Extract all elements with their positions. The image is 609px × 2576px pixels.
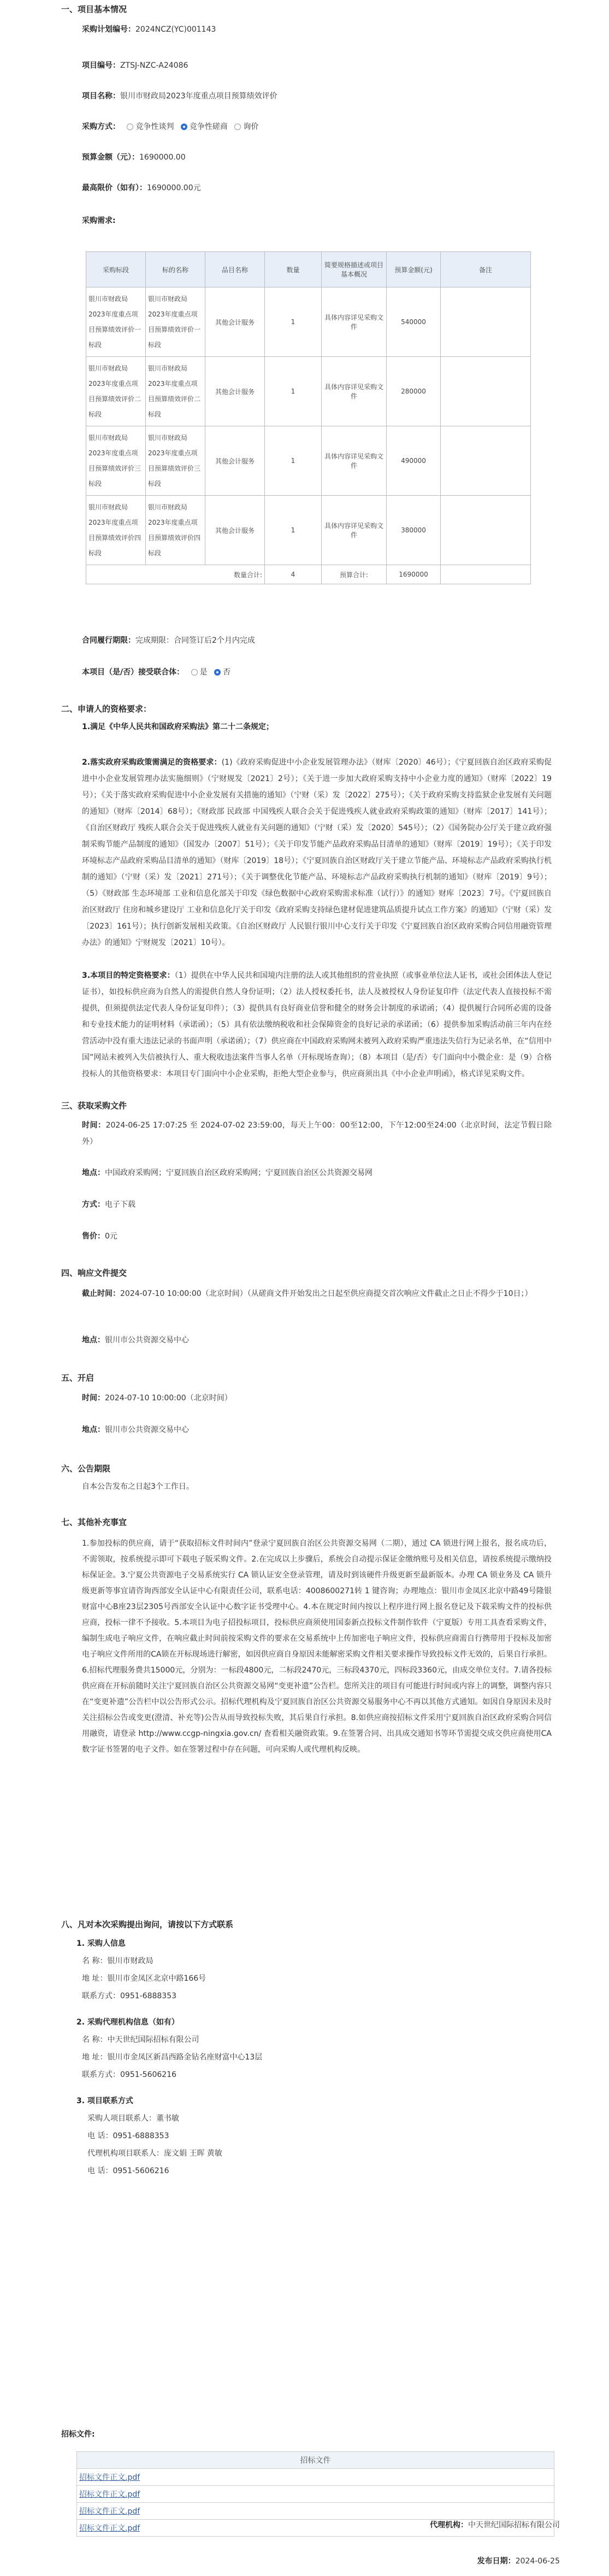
attachment-link[interactable]: 招标文件正文.pdf [79,2490,140,2499]
cell-lot: 银川市财政局2023年度重点项目预算绩效评价三标段 [86,426,146,496]
section-title-basic: 一、项目基本情况 [61,4,127,14]
submit-place: 银川市公共资源交易中心 [105,1336,189,1345]
obtain-time: 2024-06-25 17:07:25 至 2024-07-02 23:59:00，每天上午00：00至12:00，下午12:00至24:00（北京时间，法定节假日除外） [82,1121,552,1146]
purchaser-addr-row [82,1973,206,1984]
cell-amount: 280000 [387,357,441,426]
purchaser-tel-row [82,1991,176,2002]
purchaser-contact: 董书敏 [156,2114,179,2123]
attachment-row [77,2503,554,2520]
table-row [86,426,531,496]
other-matters-text: 1.参加投标的供应商，请于“获取招标文件时间内”登录宁夏回族自治区公共资源交易网（二期），通过 CA 锁进行网上报名，报名成功后，不需领取，按系统提示即可下载电子版采购文件。2.在完成以上步骤后，系统会自动提示保证金缴纳账号及相关信息，请按系统提示缴纳投标保证金。3.宁夏公共资源电子交易系统实行 CA 锁认证安全登录管理，请及时到该硬件升级更新至最新版本。办理 CA 锁业务及 CA 锁升级更新等事宜请咨询西部安全认证中心有限责任公司，联系电话：4008600271转 1 键咨询；办理地点：银川市金凤区北京中路49号隆银财富中心B座23层2305号西部安全认证中心数字证书受理中心。4.本在规定时间内按以上程序进行网上报名登记及下载采购文件的投标供应商，投标一律不予接收。5.本项目为电子招投标项目，投标供应商须使用国泰新点投标文件制作软件（宁夏版）专用工具查看采购文件，编制生成电子响应文件，在响应截止时间前按采购文件的要求在交易系统中上传加密电子响应文件，投标供应商需自行携带用于投标及加密电子响应文件所用的CA锁在开标现场进行解密，如因供应商自身原因未能解密采购文件相关要求操作导致投标文件无效的，后果自行承担。6.招标代理服务费共15000元，分别为：一标段4800元，二标段2470元，三标段4370元，四标段3360元，由成交单位支付。7.请各投标供应商在开标前随时关注宁夏回族自治区公共资源交易网“变更补遗”公告栏。您所关注的项目有可能进行时间或内容上的调整，调整内容只在“变更补遗”公告栏中以公告形式公示。招标代理机构及宁夏回族自治区公共资源交易服务中心不再以其他方式通知。如因自身原因未及时关注招标公告或变更(澄清、补充等)公告从而导致投标失败，其后果自行承担。8.如供应商按招标文件采用宁夏回族自治区政府采购合同信用融资，请登录 http://www.ccgp-ningxia.gov.cn/ 查看相关融资政策。9.在签署合同、出具成交通知书等环节需提交成交供应商使用CA数字证书签署的电子文件。 [82,1539,552,1754]
plan-number-row [82,24,216,35]
agency-contact-row [87,2148,222,2159]
project-number: ZTSJ-NZC-A24086 [120,61,188,70]
cell-qty: 1 [265,357,322,426]
attachment-link[interactable]: 招标文件正文.pdf [79,2507,140,2516]
cell-amount: 380000 [387,496,441,565]
agency-contact-label: 代理机构项目联系人： [87,2149,164,2158]
radio-yes[interactable] [191,669,198,676]
qualification-2-label: 2.落实政府采购政策需满足的资格要求： [82,758,222,767]
agency-heading: 2. 采购代理机构信息（如有） [76,2018,179,2027]
cell-lot: 银川市财政局2023年度重点项目预算绩效评价二标段 [86,357,146,426]
col-lot: 采购标段 [86,252,146,287]
opening-time-row [82,1393,232,1404]
agency-name-label: 名 称： [82,2035,108,2044]
col-amount: 预算金额(元) [387,252,441,287]
footer-agency-label: 代理机构： [430,2521,468,2530]
project-contact-heading: 3. 项目联系方式 [76,2097,133,2105]
consortium-row [82,667,230,678]
requirement-table [86,251,531,584]
cell-item: 其他会计服务 [205,496,265,565]
obtain-time-row [82,1117,552,1150]
purchaser-contact-tel: 0951-6888353 [113,2132,169,2140]
col-target: 标的名称 [146,252,205,287]
plan-number: 2024NCZ(YC)001143 [135,25,216,34]
cell-desc: 具体内容详见采购文件 [322,357,387,426]
qualification-3-label: 3.本项目的特定资格要求： [82,971,175,980]
cell-note [441,357,531,426]
agency-addr: 银川市金凤区新昌西路金钻名座财富中心13层 [107,2053,263,2062]
max-price: 1690000.00元 [147,184,201,192]
cell-note [441,287,531,357]
total-qty-label: 数量合计: [86,565,265,584]
col-item: 品目名称 [205,252,265,287]
purchaser-contact-tel-row [87,2131,169,2141]
section-title-submit: 四、响应文件提交 [61,1268,127,1278]
radio-no[interactable] [214,669,221,676]
radio-inquiry[interactable] [234,124,241,130]
section-title-period: 六、公告期限 [61,1464,111,1474]
purchaser-tel-label: 联系方式： [82,1992,120,2000]
cell-item: 其他会计服务 [205,357,265,426]
agency-tel-label: 联系方式： [82,2070,120,2079]
notice-period: 自本公告发布之日起3个工作日。 [82,1482,194,1491]
qualification-1: 1.满足《中华人民共和国政府采购法》第二十二条规定； [82,723,274,731]
agency-addr-row [82,2052,262,2063]
qualification-3-text: （1）提供在中华人民共和国境内注册的法人或其他组织的营业执照（或事业单位法人证书，或社会团体法人登记证书），如投标供应商为自然人的需提供自然人身份证明；（2）法人授权委托书，法人及被授权人身份证复印件（法定代表人直接投标不需提供，但须提供法定代表人身份证复印件）；（3）提供具有良好商业信誉和健全的财务会计制度的承诺函；（4）提供履行合同所必需的设备和专业技术能力的证明材料（承诺函）；（5）具有依法缴纳税收和社会保障资金的良好记录的承诺函；（6）提供参加采购活动前三年内在经营活动中没有重大违法记录的书面声明（承诺函）；（7）供应商在中国政府采购网未被列入政府采购严重违法失信行为记录名单，在“信用中国”网站未被列入失信被执行人、重大税收违法案件当事人名单（开标现场查询）；（8）本项目（是/否）专门面向中小微企业：是（9）合格投标人的其他资格要求：本项目专门面向中小企业采购，拒绝大型企业参与，供应商须出具《中小企业声明函》，格式详见采购文件。 [82,971,552,1078]
agency-tel-row [82,2069,176,2080]
obtain-way-row [82,1199,135,1210]
obtain-place-label: 地点： [82,1169,105,1177]
table-row [86,496,531,565]
cell-desc: 具体内容详见采购文件 [322,287,387,357]
cell-desc: 具体内容详见采购文件 [322,496,387,565]
footer-date-value: 2024-06-25 [515,2557,560,2566]
agency-contact-tel: 0951-5606216 [113,2167,169,2175]
agency-addr-label: 地 址： [82,2053,108,2062]
method-consultation: 竞争性磋商 [189,122,228,131]
method-negotiation: 竞争性谈判 [135,122,174,131]
contract-period-label: 合同履行期限： [82,636,135,645]
cell-target: 银川市财政局2023年度重点项目预算绩效评价二标段 [146,357,205,426]
cell-lot: 银川市财政局2023年度重点项目预算绩效评价四标段 [86,496,146,565]
purchaser-contact-row [87,2113,179,2124]
cell-qty: 1 [265,496,322,565]
cell-note [441,426,531,496]
submit-deadline: 2024-07-10 10:00:00（北京时间）（从磋商文件开始发出之日起至供应商提交首次响应文件截止之日止不得少于10日；） [120,1289,533,1298]
radio-negotiation[interactable] [127,124,133,130]
cell-desc: 具体内容详见采购文件 [322,426,387,496]
section-title-opening: 五、开启 [61,1373,94,1383]
cell-lot: 银川市财政局2023年度重点项目预算绩效评价一标段 [86,287,146,357]
cell-note [441,496,531,565]
submit-deadline-label: 截止时间： [82,1289,120,1298]
consortium-yes: 是 [199,668,208,677]
attachment-row [77,2486,554,2503]
section-title-other: 七、其他补充事宜 [61,1517,127,1527]
cell-item: 其他会计服务 [205,287,265,357]
col-desc: 简要规格描述或项目基本概况 [322,252,387,287]
requirement-row [82,215,116,226]
cell-target: 银川市财政局2023年度重点项目预算绩效评价一标段 [146,287,205,357]
project-name: 银川市财政局2023年度重点项目预算绩效评价 [120,92,277,101]
footer-date-label: 发布日期： [477,2557,516,2566]
requirement-label: 采购需求: [82,216,116,225]
obtain-time-label: 时间： [82,1121,106,1130]
project-name-label: 项目名称： [82,92,120,101]
max-price-label: 最高限价（如有）： [82,184,147,192]
submit-place-label: 地点： [82,1336,105,1345]
attachments-header: 招标文件 [77,2452,554,2469]
project-name-row [82,91,277,102]
method-row [82,121,258,132]
purchaser-addr-label: 地 址： [82,1974,108,1983]
purchaser-contact-tel-label: 电 话： [87,2132,113,2140]
purchaser-heading: 1. 采购人信息 [76,1939,126,1948]
contract-period-row [82,635,255,646]
budget-amount: 1690000.00 [139,153,186,162]
agency-contact: 庞文娟 王晖 黄敏 [164,2149,222,2158]
footer-date [477,2556,560,2567]
qualification-2 [82,754,552,951]
cell-target: 银川市财政局2023年度重点项目预算绩效评价三标段 [146,426,205,496]
purchaser-contact-label: 采购人项目联系人： [87,2114,156,2123]
cell-amount: 490000 [387,426,441,496]
attachment-link[interactable]: 招标文件正文.pdf [79,2473,140,2482]
other-matters [82,1536,552,1758]
table-row [86,287,531,357]
attachments-label: 招标文件: [61,2430,95,2439]
opening-time: 2024-07-10 10:00:00（北京时间） [105,1394,232,1403]
max-price-row [82,183,201,193]
opening-time-label: 时间： [82,1394,105,1403]
agency-contact-tel-row [87,2166,169,2176]
total-qty: 4 [265,565,322,584]
footer-agency [430,2520,560,2531]
cell-qty: 1 [265,426,322,496]
budget-row [82,152,186,163]
table-header-row [86,252,531,287]
contract-period: 完成期限：合同签订后2个月内完成 [135,636,255,645]
submit-deadline-row [82,1286,552,1302]
submit-place-row [82,1335,189,1346]
obtain-way: 电子下载 [105,1200,135,1209]
table-row [86,357,531,426]
obtain-place: 中国政府采购网；宁夏回族自治区政府采购网；宁夏回族自治区公共资源交易网 [105,1169,373,1177]
other-matters-tail: 如在签署过程中存在问题，可向采购人或代理机构反映。 [174,1745,365,1754]
purchaser-tel: 0951-6888353 [120,1992,177,2000]
opening-place-label: 地点： [82,1425,105,1434]
cell-amount: 540000 [387,287,441,357]
obtain-price-label: 售价： [82,1232,105,1241]
radio-consultation[interactable] [181,124,187,130]
purchaser-name: 银川市财政局 [107,1957,153,1965]
obtain-price: 0元 [105,1232,117,1241]
plan-number-label: 采购计划编号： [82,25,135,34]
opening-place-row [82,1424,189,1435]
cell-target: 银川市财政局2023年度重点项目预算绩效评价四标段 [146,496,205,565]
method-label: 采购方式： [82,122,120,131]
col-qty: 数量 [265,252,322,287]
purchaser-name-label: 名 称： [82,1957,108,1965]
section-title-contact: 八、凡对本次采购提出询问，请按以下方式联系 [61,1920,234,1929]
attachment-link[interactable]: 招标文件正文.pdf [79,2524,140,2533]
qualification-3 [82,967,552,1082]
cell-qty: 1 [265,287,322,357]
obtain-place-row [82,1167,373,1178]
consortium-no: 否 [223,668,231,677]
agency-name: 中天世纪国际招标有限公司 [107,2035,199,2044]
total-note [441,565,531,584]
section-title-qualification: 二、申请人的资格要求： [61,704,152,714]
agency-contact-tel-label: 电 话： [87,2167,113,2175]
total-budget-label: 预算合计: [322,565,387,584]
total-budget: 1690000 [387,565,441,584]
agency-name-row [82,2034,199,2045]
agency-tel: 0951-5606216 [120,2070,177,2079]
obtain-price-row [82,1231,117,1242]
purchaser-name-row [82,1956,153,1967]
qualification-2-text: (1)《政府采购促进中小企业发展管理办法》（财库〔2020〕46号）；《宁夏回族自治区政府采购促进中小企业发展管理办法实施细则》（宁财规发〔2021〕2号）；《关于进一步加大政府采购支持中小企业力度的通知》（财库〔2022〕19号）；《关于落实政府采购促进中小企业发展有关措施的通知》（宁财（采）发〔2022〕275号）；《关于政府采购支持监狱企业发展有关问题的通知》（财库〔2014〕68号）；《财政部 民政部 中国残疾人联合会关于促进残疾人就业政府采购政策的通知》（财库〔2017〕141号）；《自治区财政厅 残疾人联合会关于促进残疾人就业有关问题的通知》（宁财（采）发〔2020〕545号）；（2）《国务院办公厅关于建立政府强制采购节能产品制度的通知》（国发办〔2007〕51号）；《关于印发节能产品政府采购品目清单的通知》（财库〔2019〕19号）；《关于印发环境标志产品政府采购品目清单的通知》（财库〔2019〕18号）；《宁夏回族自治区财政厅关于建立节能产品、环境标志产品政府采购执行机制的通知》（宁财（采）发〔2021〕271号）；《关于调整优化节能产品、环境标志产品政府采购执行机制的通知》（财库〔2019〕9号）；（5）《财政部 生态环境部 工业和信息化部关于印发《绿色数据中心政府采购需求标准（试行）》的通知》财库〔2023〕7号。《宁夏回族自治区财政厅 住房和城乡建设厅 工业和信息化厅关于印发《政府采购支持绿色建材促进建筑品质提升试点工作方案》的通知》（宁财（采）发〔2023〕161号）；执行创新发展相关政策。《自治区财政厅 人民银行银川中心支行关于印发《宁夏回族自治区政府采购合同信用融资管理办法》的通知》宁财规发〔2021〕10号）。 [82,758,552,947]
section-title-obtain: 三、获取采购文件 [61,1101,127,1111]
project-number-row [82,60,188,71]
purchaser-addr: 银川市金凤区北京中路166号 [107,1974,206,1983]
consortium-label: 本项目（是/否）接受联合体： [82,668,185,677]
obtain-way-label: 方式： [82,1200,105,1209]
table-total-row [86,565,531,584]
project-number-label: 项目编号： [82,61,120,70]
budget-label: 预算金额（元）： [82,153,139,162]
footer-agency-name: 中天世纪国际招标有限公司 [468,2521,560,2530]
col-note: 备注 [441,252,531,287]
method-inquiry: 询价 [243,122,259,131]
opening-place: 银川市公共资源交易中心 [105,1425,189,1434]
cell-item: 其他会计服务 [205,426,265,496]
attachment-row [77,2469,554,2486]
